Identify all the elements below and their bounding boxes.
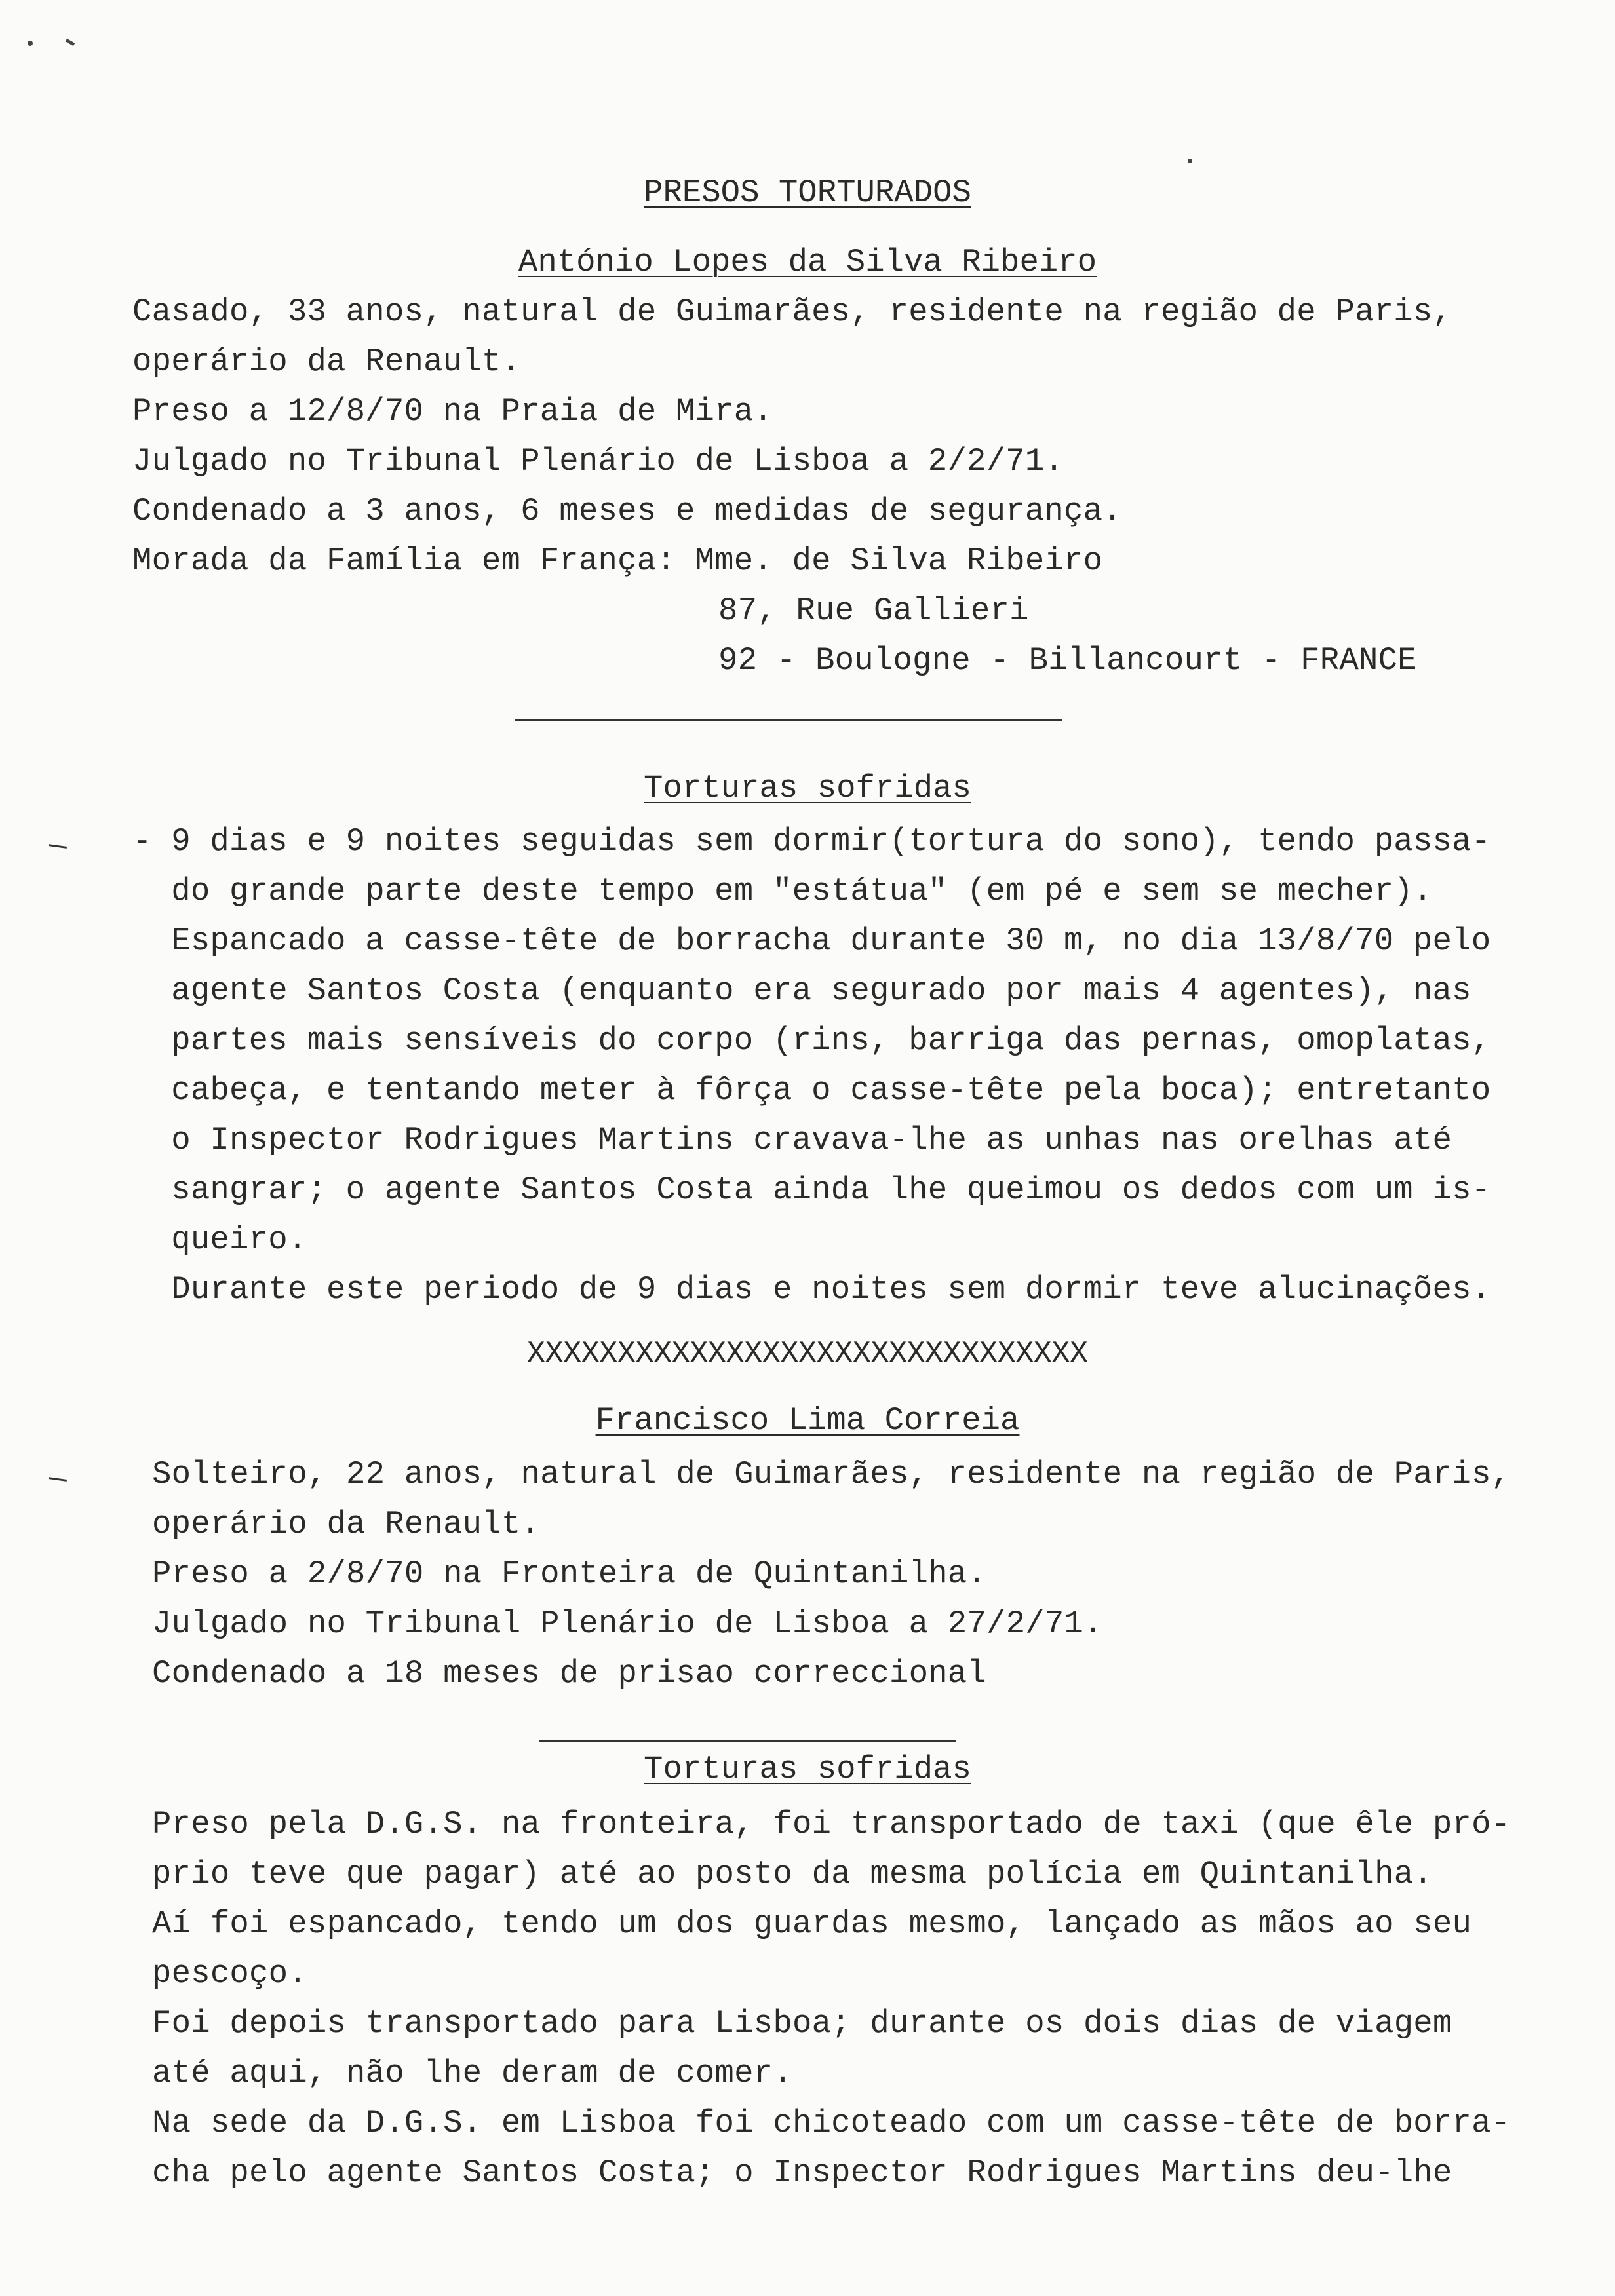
separator-line: XXXXXXXXXXXXXXXXXXXXXXXXXXXXXXX (527, 1337, 1088, 1371)
prisoner1-torture-line: do grande parte deste tempo em "estátua" (em pé e sem se mecher). (132, 873, 1433, 909)
prisoner1-torture-line: - 9 dias e 9 noites seguidas sem dormir(tortura do sono), tendo passa- (132, 823, 1491, 860)
prisoner1-torture-line: o Inspector Rodrigues Martins cravava-lhe as unhas nas orelhas até (132, 1122, 1452, 1158)
prisoner1-address-line: 92 - Boulogne - Billancourt - FRANCE (718, 642, 1417, 679)
prisoner2-torture-line: Foi depois transportado para Lisboa; durante os dois dias de viagem (152, 2005, 1452, 2042)
scan-speck (1188, 159, 1192, 163)
prisoner2-torture-line: Na sede da D.G.S. em Lisboa foi chicoteado com um casse-tête de borra- (152, 2105, 1511, 2141)
prisoner2-detail-line: Condenado a 18 meses de prisao correccional (152, 1655, 987, 1692)
prisoner2-torture-line: prio teve que pagar) até ao posto da mesma polícia em Quintanilha. (152, 1856, 1433, 1892)
prisoner2-torture-line: Aí foi espancado, tendo um dos guardas mesmo, lançado as mãos ao seu (152, 1905, 1472, 1942)
prisoner1-torture-line: cabeça, e tentando meter à fôrça o casse-tête pela boca); entretanto (132, 1072, 1491, 1109)
prisoner1-detail-line: Julgado no Tribunal Plenário de Lisboa a 2/2/71. (132, 443, 1064, 480)
scan-speck (28, 41, 33, 46)
section-divider (515, 719, 1062, 721)
prisoner2-detail-line: operário da Renault. (152, 1506, 541, 1542)
scan-speck (66, 39, 75, 46)
prisoner2-torture-line: Preso pela D.G.S. na fronteira, foi transportado de taxi (que êle pró- (152, 1806, 1511, 1843)
prisoner1-detail-line: Condenado a 3 anos, 6 meses e medidas de segurança. (132, 493, 1122, 529)
prisoner2-torture-line: pescoço. (152, 1955, 307, 1992)
prisoner2-torture-line: cha pelo agente Santos Costa; o Inspector Rodrigues Martins deu-lhe (152, 2154, 1452, 2191)
prisoner2-detail-line: Solteiro, 22 anos, natural de Guimarães, residente na região de Paris, (152, 1456, 1511, 1493)
prisoner1-torture-line: agente Santos Costa (enquanto era segurado por mais 4 agentes), nas (132, 972, 1471, 1009)
prisoner1-torture-line: Espancado a casse-tête de borracha durante 30 m, no dia 13/8/70 pelo (132, 923, 1491, 959)
section-divider (539, 1740, 956, 1742)
prisoner1-detail-line: Preso a 12/8/70 na Praia de Mira. (132, 393, 773, 430)
page-title: PRESOS TORTURADOS (644, 174, 971, 211)
prisoner1-name: António Lopes da Silva Ribeiro (518, 244, 1097, 280)
prisoner1-detail-line: Casado, 33 anos, natural de Guimarães, residente na região de Paris, (132, 294, 1452, 330)
prisoner1-torture-line: sangrar; o agente Santos Costa ainda lhe queimou os dedos com um is- (132, 1172, 1491, 1208)
prisoner2-detail-line: Preso a 2/8/70 na Fronteira de Quintanilha. (152, 1556, 987, 1592)
margin-tick (49, 844, 67, 849)
prisoner2-tortures-heading: Torturas sofridas (644, 1751, 971, 1788)
prisoner1-torture-line: Durante este periodo de 9 dias e noites sem dormir teve alucinações. (132, 1271, 1491, 1308)
prisoner1-torture-line: queiro. (132, 1221, 307, 1258)
margin-tick (49, 1477, 67, 1482)
prisoner2-name: Francisco Lima Correia (595, 1402, 1020, 1439)
prisoner2-detail-line: Julgado no Tribunal Plenário de Lisboa a 27/2/71. (152, 1605, 1103, 1642)
prisoner1-detail-line: operário da Renault. (132, 343, 521, 380)
prisoner1-detail-line: Morada da Família em França: Mme. de Silva Ribeiro (132, 543, 1103, 579)
prisoner2-torture-line: até aqui, não lhe deram de comer. (152, 2055, 792, 2092)
prisoner1-torture-line: partes mais sensíveis do corpo (rins, barriga das pernas, omoplatas, (132, 1022, 1491, 1059)
prisoner1-address-line: 87, Rue Gallieri (718, 592, 1029, 629)
prisoner1-tortures-heading: Torturas sofridas (644, 770, 971, 807)
